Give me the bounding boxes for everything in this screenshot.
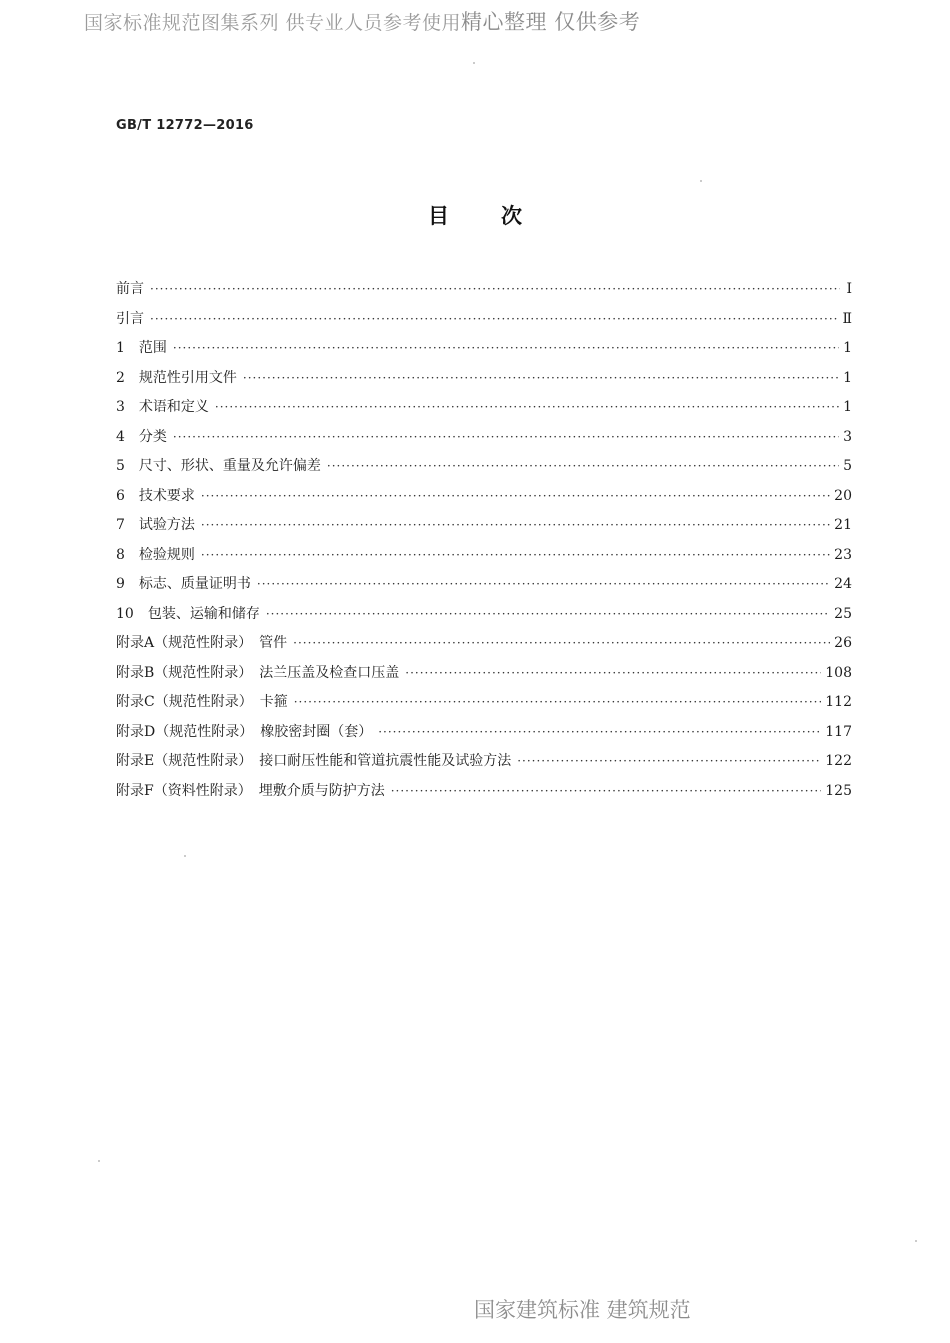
toc-entry-page: 108 [825,664,852,681]
toc-entry-page: 5 [843,458,852,474]
toc-entry-page: Ⅰ [846,281,852,297]
scan-speck [700,180,702,182]
toc-entry[interactable] [116,396,852,426]
toc-entry[interactable] [116,367,852,397]
toc-entry-page: 1 [843,399,852,415]
toc-entry[interactable] [116,573,852,603]
toc-entry[interactable] [116,721,852,751]
toc-entry-page: 20 [834,487,852,504]
toc-leader-dots [405,666,821,680]
toc-leader-dots [150,282,840,296]
table-of-contents [116,278,852,809]
toc-entry-label: 附录A（规范性附录） 管件 [116,635,288,651]
toc-leader-dots [293,636,830,650]
toc-entry-label: 7 试验方法 [116,517,195,533]
toc-entry-label: 8 检验规则 [116,546,195,563]
toc-entry[interactable] [116,544,852,574]
toc-entry-page: 1 [843,369,852,386]
toc-entry-label: 9 标志、质量证明书 [116,576,251,592]
toc-entry-label: 2 规范性引用文件 [116,369,237,386]
toc-entry-page: 21 [834,517,852,533]
toc-leader-dots [173,430,839,444]
toc-leader-dots [266,607,830,621]
toc-entry-page: 117 [825,723,852,740]
toc-entry-page: 112 [825,694,852,710]
toc-entry-label: 引言 [116,310,144,327]
scan-speck [473,62,475,64]
toc-entry-label: 5 尺寸、形状、重量及允许偏差 [116,458,321,474]
toc-leader-dots [243,371,839,385]
toc-entry-label: 前言 [116,281,144,297]
toc-entry-label: 附录C（规范性附录） 卡箍 [116,694,288,710]
toc-entry-label: 3 术语和定义 [116,399,209,415]
toc-leader-dots [257,577,830,591]
toc-entry-page: 3 [843,428,852,445]
toc-entry[interactable] [116,780,852,810]
toc-entry-page: Ⅱ [842,310,852,327]
toc-entry-page: 1 [843,340,852,356]
toc-entry-label: 6 技术要求 [116,487,195,504]
toc-entry-page: 25 [834,605,852,622]
toc-entry[interactable] [116,632,852,662]
watermark-bottom: 国家建筑标准 建筑规范 [474,1298,691,1322]
toc-entry[interactable] [116,514,852,544]
toc-entry[interactable] [116,691,852,721]
toc-entry-label: 4 分类 [116,428,167,445]
toc-entry[interactable] [116,455,852,485]
watermark-top-strong: 精心整理 仅供参考 [461,10,641,34]
toc-entry[interactable] [116,662,852,692]
watermark-top [84,6,640,36]
toc-leader-dots [215,400,839,414]
toc-leader-dots [294,695,822,709]
toc-leader-dots [391,784,822,798]
toc-entry-label: 附录F（资料性附录） 埋敷介质与防护方法 [116,782,385,799]
toc-entry-page: 26 [834,635,852,651]
toc-entry-page: 125 [825,782,852,799]
toc-title: 目次 [428,204,574,228]
toc-leader-dots [173,341,839,355]
toc-entry[interactable] [116,337,852,367]
toc-entry-label: 附录D（规范性附录） 橡胶密封圈（套） [116,723,373,740]
toc-entry-label: 1 范围 [116,340,167,356]
toc-entry[interactable] [116,426,852,456]
toc-entry-label: 10 包装、运输和储存 [116,605,260,622]
toc-leader-dots [517,754,821,768]
standard-code: GB/T 12772—2016 [116,118,254,133]
scan-speck [98,1160,100,1162]
toc-entry-page: 122 [825,753,852,769]
toc-entry[interactable] [116,278,852,308]
toc-entry-page: 24 [834,576,852,592]
toc-entry[interactable] [116,308,852,338]
toc-entry-label: 附录B（规范性附录） 法兰压盖及检查口压盖 [116,664,400,681]
toc-leader-dots [327,459,839,473]
toc-leader-dots [378,725,821,739]
scan-speck [915,1240,917,1242]
toc-leader-dots [201,489,830,503]
toc-entry-label: 附录E（规范性附录） 接口耐压性能和管道抗震性能及试验方法 [116,753,512,769]
scan-speck [184,855,186,857]
toc-leader-dots [201,548,830,562]
toc-entry[interactable] [116,485,852,515]
toc-leader-dots [201,518,830,532]
watermark-top-text: 国家标准规范图集系列 供专业人员参考使用 [84,12,462,34]
toc-entry[interactable] [116,750,852,780]
toc-leader-dots [150,312,838,326]
toc-entry-page: 23 [834,546,852,563]
toc-entry[interactable] [116,603,852,633]
